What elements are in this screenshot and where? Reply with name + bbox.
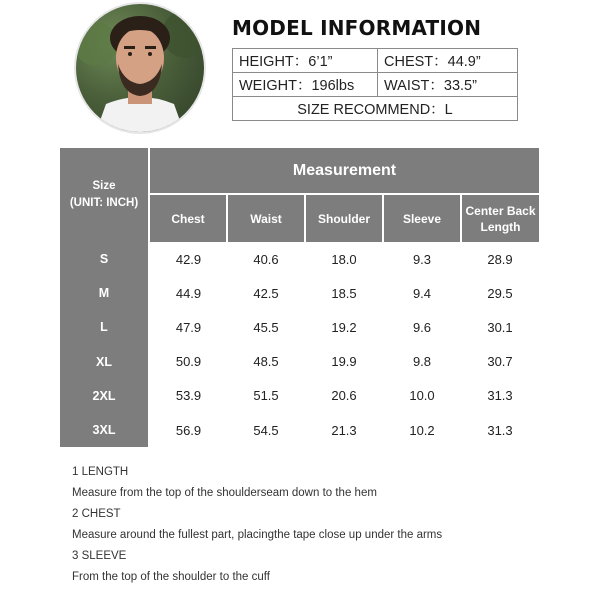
column-header-chest: Chest xyxy=(149,194,227,242)
model-portrait xyxy=(74,2,206,134)
model-waist: WAIST：33.5” xyxy=(378,73,518,97)
size-label: M xyxy=(60,276,149,310)
table-cell: 53.9 xyxy=(175,388,202,404)
size-label: S xyxy=(60,242,149,276)
note-text-length: Measure from the top of the shoulderseam down to the hem xyxy=(72,487,377,499)
table-cell: 9.4 xyxy=(412,285,432,301)
column-header-waist: Waist xyxy=(227,194,305,242)
table-cell: 19.9 xyxy=(331,354,357,370)
table-cell: 9.6 xyxy=(412,319,432,335)
model-information-title: MODEL INFORMATION xyxy=(232,16,482,40)
table-row xyxy=(60,242,539,276)
size-label: XL xyxy=(60,345,149,379)
size-header-label: Size xyxy=(92,180,116,192)
table-cell: 56.9 xyxy=(175,422,202,438)
table-cell: 51.5 xyxy=(253,388,279,404)
table-cell: 21.3 xyxy=(331,422,357,438)
column-header-center-back-length: Center Back Length xyxy=(461,194,539,242)
model-weight: WEIGHT：196lbs xyxy=(233,73,378,97)
measuring-notes xyxy=(72,462,442,588)
model-photo-illustration xyxy=(76,4,204,132)
size-label: L xyxy=(60,310,149,344)
table-cell: 20.6 xyxy=(331,388,357,404)
table-cell: 31.3 xyxy=(487,422,513,438)
table-cell: 45.5 xyxy=(253,319,279,335)
table-cell: 19.2 xyxy=(331,319,357,335)
table-row xyxy=(60,310,539,344)
size-label: 2XL xyxy=(60,379,149,413)
column-header-shoulder: Shoulder xyxy=(305,194,383,242)
column-header-sleeve: Sleeve xyxy=(383,194,461,242)
table-row xyxy=(60,276,539,310)
table-cell: 10.0 xyxy=(409,388,435,404)
table-row xyxy=(60,379,539,413)
table-row xyxy=(60,413,539,447)
note-heading-chest: 2 CHEST xyxy=(72,508,121,520)
table-cell: 30.7 xyxy=(487,354,513,370)
table-cell: 48.5 xyxy=(253,354,279,370)
table-cell: 40.6 xyxy=(253,251,279,267)
table-cell: 9.3 xyxy=(412,251,432,267)
table-cell: 18.0 xyxy=(331,251,357,267)
model-height: HEIGHT：6’1” xyxy=(233,49,378,73)
table-row xyxy=(60,345,539,379)
note-text-chest: Measure around the fullest part, placingthe tape close up under the arms xyxy=(72,529,443,541)
note-heading-sleeve: 3 SLEEVE xyxy=(72,550,127,562)
size-column-header xyxy=(60,148,149,242)
model-chest: CHEST：44.9” xyxy=(378,49,518,73)
note-text-sleeve: From the top of the shoulder to the cuff xyxy=(72,571,270,583)
model-information-table xyxy=(232,48,518,121)
table-cell: 9.8 xyxy=(412,354,432,370)
table-cell: 47.9 xyxy=(175,319,202,335)
measurement-header: Measurement xyxy=(149,148,539,194)
table-cell: 28.9 xyxy=(487,251,513,267)
table-cell: 42.5 xyxy=(253,285,279,301)
table-cell: 30.1 xyxy=(487,319,513,335)
size-header-unit: (UNIT: INCH) xyxy=(69,197,139,209)
table-cell: 54.5 xyxy=(253,422,279,438)
table-cell: 44.9 xyxy=(175,285,202,301)
table-cell: 50.9 xyxy=(175,354,202,370)
note-heading-length: 1 LENGTH xyxy=(72,466,129,478)
size-label: 3XL xyxy=(60,413,149,447)
table-cell: 10.2 xyxy=(409,422,435,438)
table-cell: 18.5 xyxy=(331,285,357,301)
size-chart-table xyxy=(60,148,539,447)
table-cell: 31.3 xyxy=(487,388,513,404)
table-cell: 42.9 xyxy=(175,251,202,267)
model-size-recommend: SIZE RECOMMEND：L xyxy=(233,97,518,121)
table-cell: 29.5 xyxy=(487,285,513,301)
